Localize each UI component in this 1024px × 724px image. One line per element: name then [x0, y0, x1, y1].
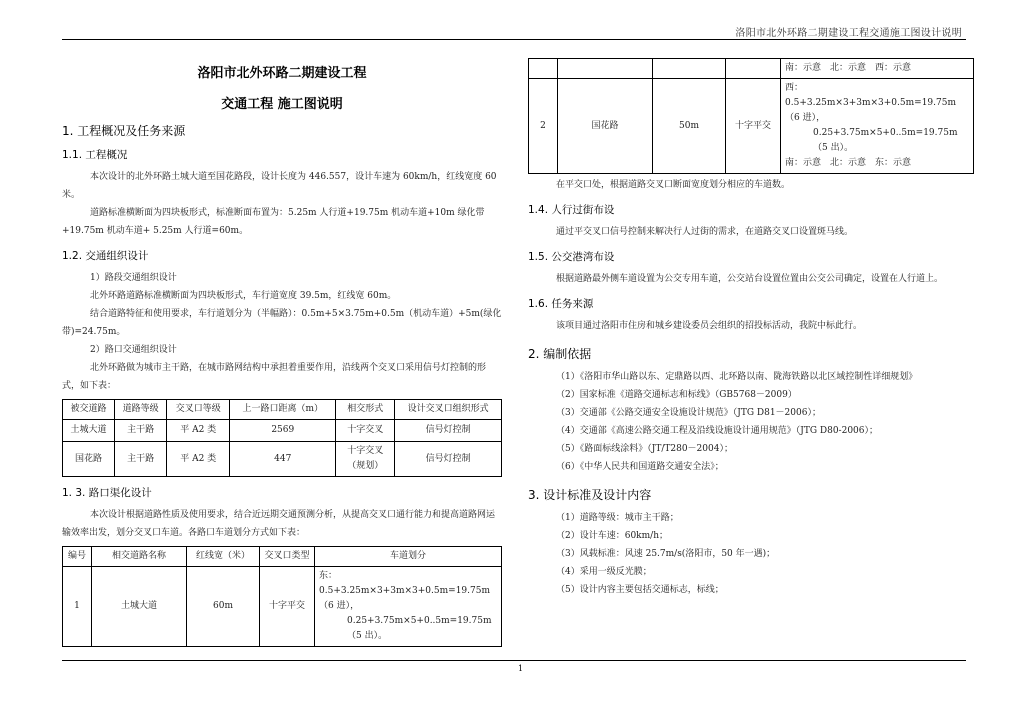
table-cell: 十字平交: [260, 567, 315, 647]
table-row: [63, 567, 502, 647]
table-header-cell: 交叉口类型: [260, 547, 315, 567]
table-header-cell: 编号: [63, 547, 92, 567]
section-1-1-heading: 1.1. 工程概况: [62, 149, 128, 161]
lane-table-continued: [528, 58, 974, 174]
table-cell: 十字交叉: [336, 420, 395, 442]
paragraph: 该项目通过洛阳市住房和城乡建设委员会组织的招投标活动，我院中标此行。: [556, 321, 863, 331]
table-header-row: [63, 400, 502, 420]
table-cell: [315, 567, 502, 647]
lane-line: 0.25+3.75m×5+0..5m=19.75m（5 出）。: [347, 616, 492, 641]
list-item: （6）《中华人民共和国道路交通安全法》；: [556, 462, 724, 472]
paragraph: 1）路段交通组织设计: [90, 273, 177, 283]
list-item: （5）《路面标线涂料》（JT/T280－2004）；: [556, 444, 733, 454]
table-cell: 60m: [187, 567, 260, 647]
table-header-cell: 上一路口距离（m）: [230, 400, 336, 420]
list-item: （1）《洛阳市华山路以东、定鼎路以西、北环路以南、陇海铁路以北区域控制性详细规划》: [556, 372, 918, 382]
table-cell: 土城大道: [63, 420, 115, 442]
standards-list: [528, 509, 974, 599]
table-header-cell: 相交形式: [336, 400, 395, 420]
section-1-4-heading: 1.4. 人行过街布设: [528, 204, 615, 216]
paragraph: 2）路口交通组织设计: [90, 345, 177, 355]
table-row: [63, 442, 502, 477]
lane-line: 南：示意 北：示意 东：示意: [785, 158, 912, 168]
list-item: （5）设计内容主要包括交通标志，标线；: [556, 585, 724, 595]
paragraph: 本次设计根据道路性质及使用要求，结合近远期交通预测分析，从提高交叉口通行能力和提高道路网运输效率出发，划分交叉口车道。各路口车道划分方式如下表：: [62, 510, 496, 538]
table-cell: 土城大道: [92, 567, 187, 647]
paragraph: 北外环路做为城市主干路，在城市路网结构中承担着重要作用，沿线两个交叉口采用信号灯控制的形式，如下表：: [62, 363, 487, 391]
table-header-cell: 交叉口等级: [167, 400, 230, 420]
list-item: （4）采用一级反光膜；: [556, 567, 652, 577]
section-1-heading: 1. 工程概况及任务来源: [62, 124, 186, 138]
section-1-3-heading: 1. 3. 路口渠化设计: [62, 487, 152, 499]
table-header-cell: 车道划分: [315, 547, 502, 567]
list-item: （3）风载标准：风速 25.7m/s(洛阳市，50 年一遇)；: [556, 549, 776, 559]
table-cell: 主干路: [115, 420, 167, 442]
table-cell: 信号灯控制: [395, 442, 502, 477]
page-number: 1: [518, 664, 524, 673]
section-1-6-heading: 1.6. 任务来源: [528, 298, 594, 310]
table-cell: 2569: [230, 420, 336, 442]
table-cell: 南：示意 北：示意 西：示意: [781, 59, 974, 79]
lane-table: [62, 546, 502, 647]
table-cell: 平 A2 类: [167, 420, 230, 442]
table-header-row: [63, 547, 502, 567]
right-column: [528, 58, 974, 599]
table-cell: 2: [529, 79, 558, 174]
table-cell: 十字平交: [726, 79, 781, 174]
list-item: （4）交通部《高速公路交通工程及沿线设施设计通用规范》（JTG D80-2006）；: [556, 426, 879, 436]
doc-title: 洛阳市北外环路二期建设工程: [197, 66, 367, 81]
paragraph: 通过平交叉口信号控制来解决行人过街的需求，在道路交叉口设置斑马线。: [556, 227, 854, 237]
table-cell: 50m: [653, 79, 726, 174]
lane-line: 0.25+3.75m×5+0..5m=19.75m（5 出）。: [813, 128, 958, 153]
section-3-heading: 3. 设计标准及设计内容: [528, 488, 652, 502]
table-row: [63, 420, 502, 442]
list-item: （2）设计车速：60km/h；: [556, 531, 668, 541]
table-cell: 1: [63, 567, 92, 647]
doc-subtitle: 交通工程 施工图说明: [221, 97, 343, 112]
table-header-cell: 道路等级: [115, 400, 167, 420]
table-row: [529, 59, 974, 79]
section-1-2-heading: 1.2. 交通组织设计: [62, 250, 149, 262]
table-cell: 国花路: [558, 79, 653, 174]
paragraph: 结合道路特征和使用要求，车行道划分为（半幅路）：0.5m+5×3.75m+0.5m（机动车道）+5m(绿化带)=24.75m。: [62, 309, 502, 337]
paragraph: 根据道路最外侧车道设置为公交专用车道，公交站台设置位置由公交公司确定，设置在人行道上。: [556, 274, 944, 284]
reference-list: [528, 368, 974, 476]
lane-line: 东：0.5+3.25m×3+3m×3+0.5m=19.75m（6 进），: [319, 571, 490, 611]
table-cell: 十字交叉（规划）: [336, 442, 395, 477]
table-cell: 国花路: [63, 442, 115, 477]
table-cell: 平 A2 类: [167, 442, 230, 477]
paragraph: 北外环路道路标准横断面为四块板形式，车行道宽度 39.5m，红线宽 60m。: [90, 291, 397, 301]
table-cell: 447: [230, 442, 336, 477]
table-header-cell: 被交道路: [63, 400, 115, 420]
header-title: 洛阳市北外环路二期建设工程交通施工图设计说明: [735, 28, 962, 39]
paragraph: 在平交口处，根据道路交叉口断面宽度划分相应的车道数。: [556, 180, 791, 190]
table-header-cell: 相交道路名称: [92, 547, 187, 567]
table-header-cell: 设计交叉口组织形式: [395, 400, 502, 420]
section-2-heading: 2. 编制依据: [528, 347, 592, 361]
table-header-cell: 红线宽（米）: [187, 547, 260, 567]
list-item: （3）交通部《公路交通安全设施设计规范》（JTG D81－2006）；: [556, 408, 821, 418]
table-cell: 主干路: [115, 442, 167, 477]
paragraph: 本次设计的北外环路土城大道至国花路段，设计长度为 446.557，设计车速为 60km/h，红线宽度 60 米。: [62, 172, 497, 200]
intersection-table: [62, 399, 502, 477]
table-row: [529, 79, 974, 174]
paragraph: 道路标准横断面为四块板形式，标准断面布置为：5.25m 人行道+19.75m 机动车道+10m 绿化带+19.75m 机动车道+ 5.25m 人行道=60m。: [62, 208, 485, 236]
list-item: （1）道路等级：城市主干路；: [556, 513, 679, 523]
list-item: （2）国家标准《道路交通标志和标线》（GB5768－2009）: [556, 390, 797, 400]
footer-rule: [62, 660, 966, 661]
left-column: [62, 58, 502, 647]
lane-line: 西：0.5+3.25m×3+3m×3+0.5m=19.75m（6 进），: [785, 83, 956, 123]
header-rule: [62, 39, 966, 40]
table-cell: 信号灯控制: [395, 420, 502, 442]
section-1-5-heading: 1.5. 公交港湾布设: [528, 251, 615, 263]
table-cell: [781, 79, 974, 174]
